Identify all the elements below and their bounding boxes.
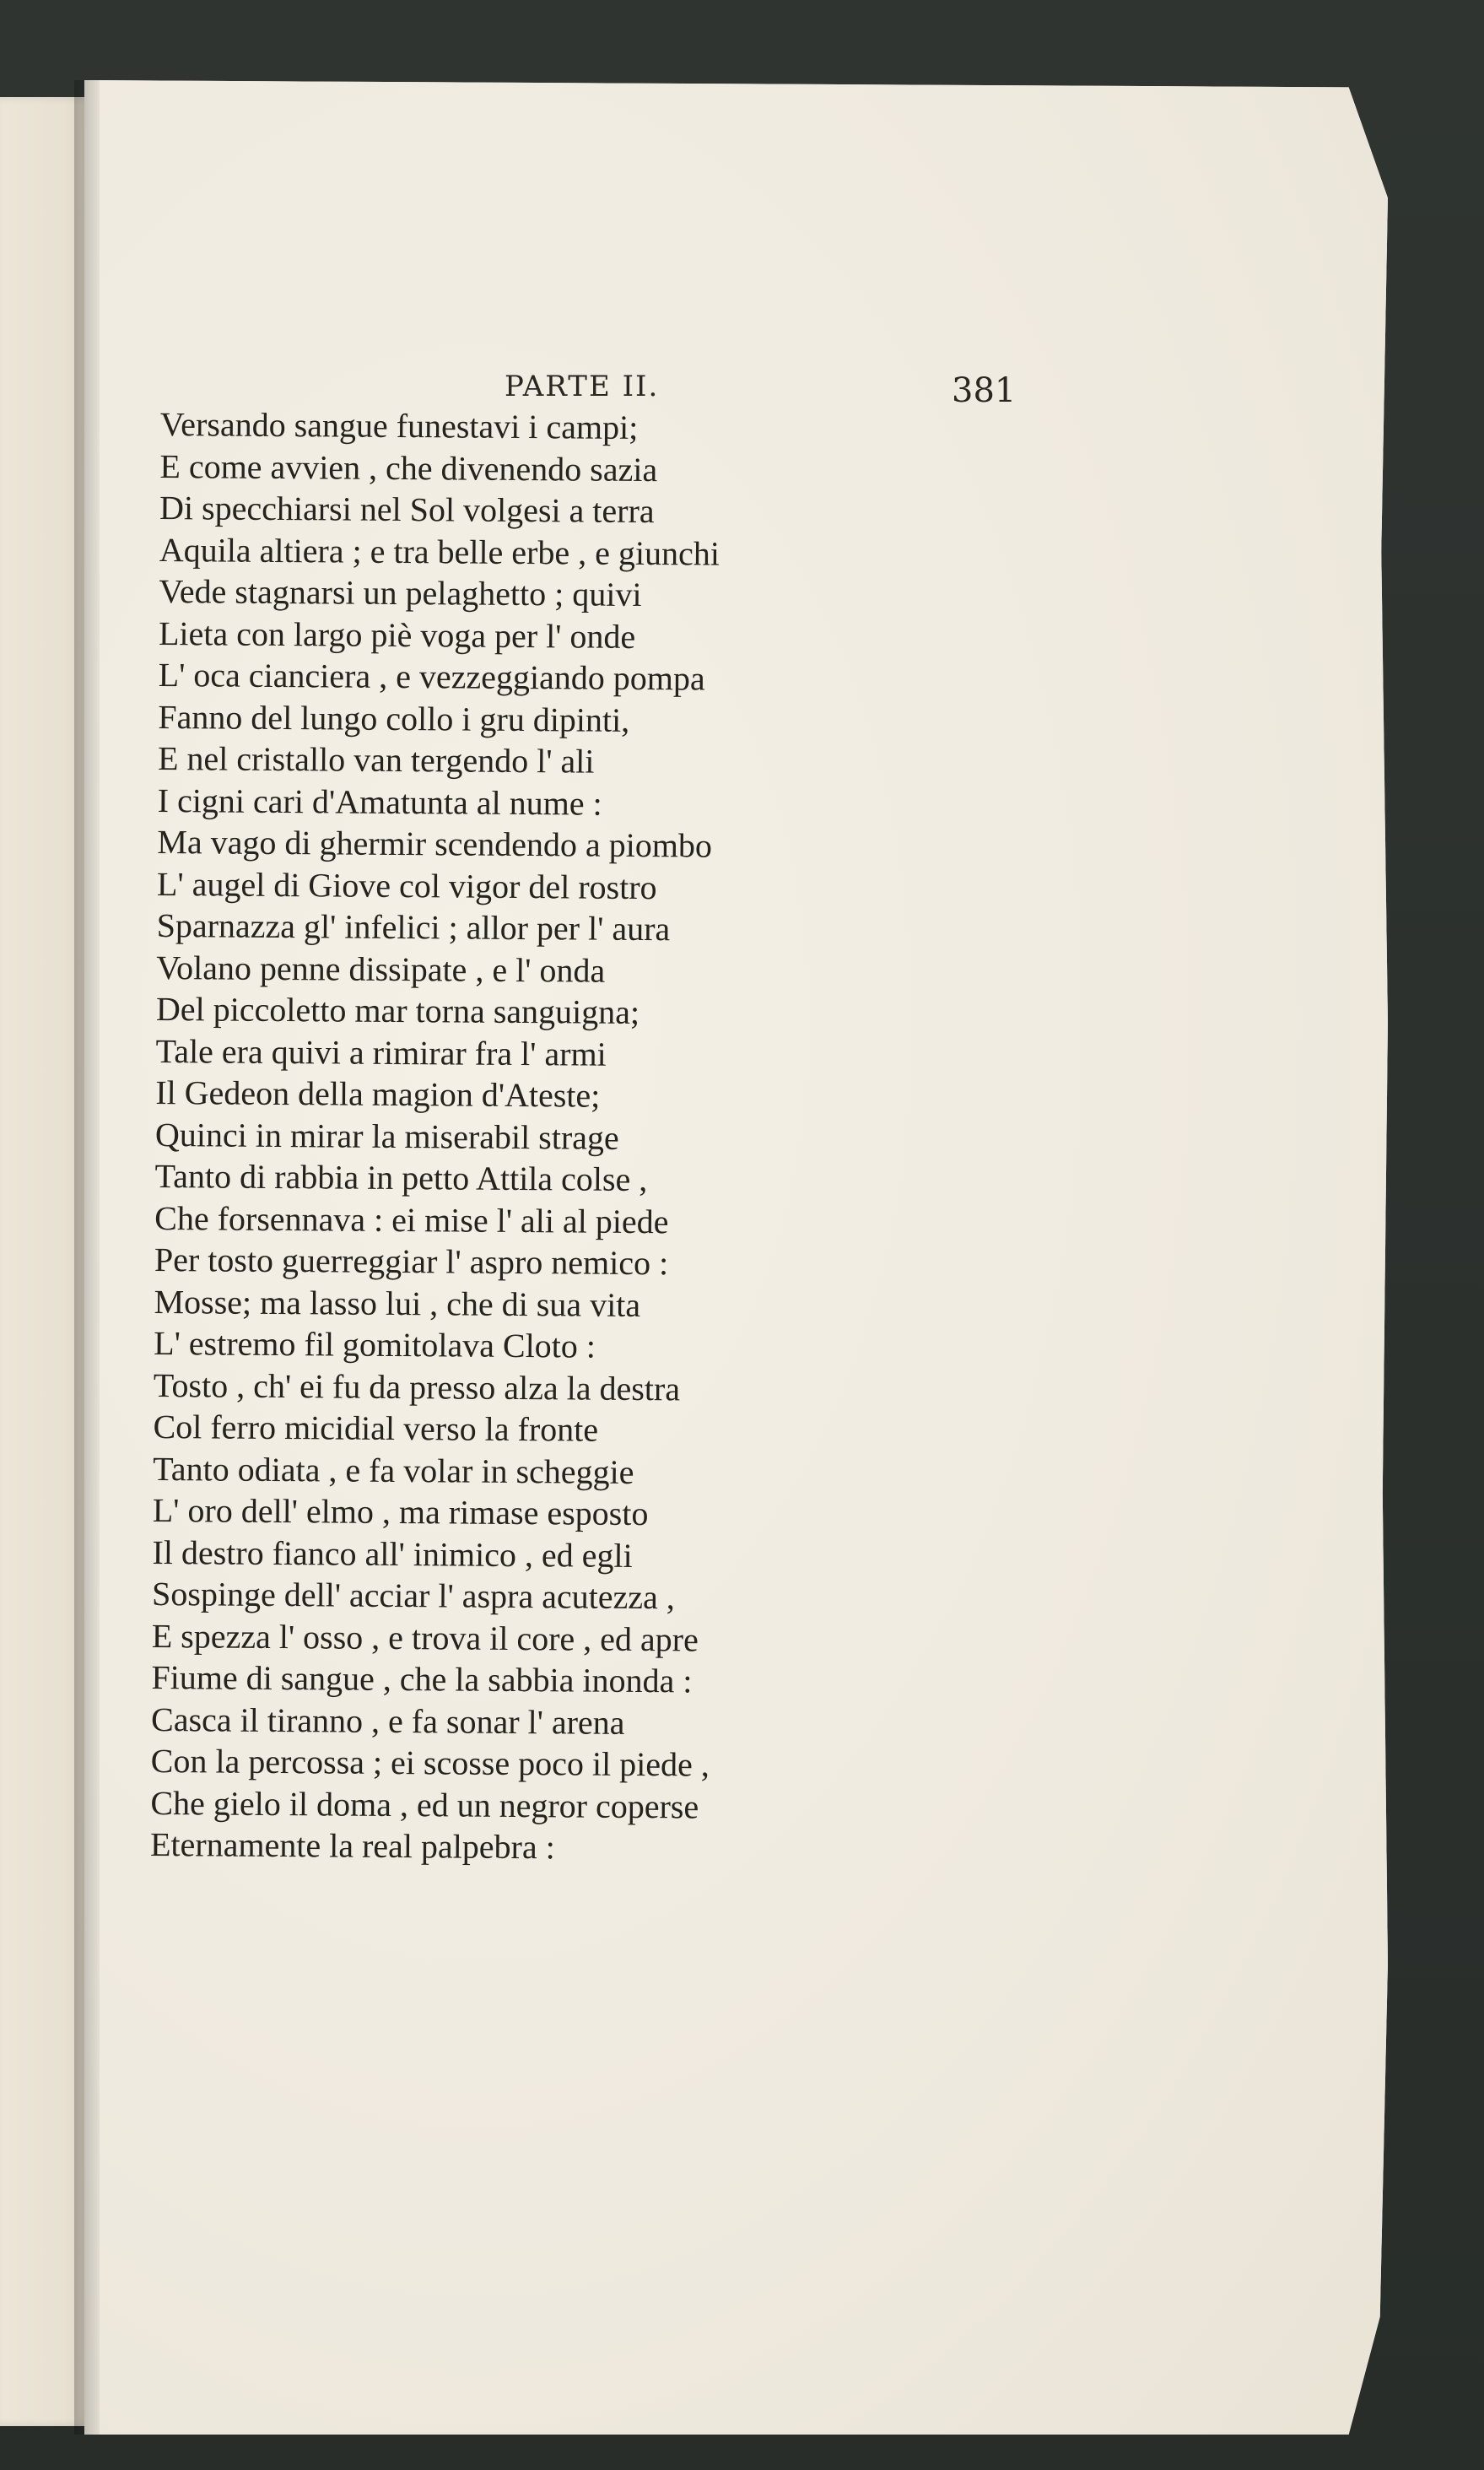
verse-line: Lieta con largo piè voga per l' onde	[158, 613, 636, 656]
verse-line: Tanto di rabbia in petto Attila colse ,	[154, 1156, 648, 1199]
verse-line: Eternamente la real palpebra :	[149, 1824, 555, 1867]
verse-line: Volano penne dissipate , e l' onda	[156, 948, 606, 990]
verse-line: L' oca cianciera , e vezzeggiando pompa	[158, 655, 705, 698]
running-head-title: PARTE II.	[505, 370, 660, 403]
verse-line: I cigni cari d'Amatunta al nume :	[157, 781, 602, 823]
page-number: 381	[952, 371, 1017, 410]
verse-line: Aquila altiera ; e tra belle erbe , e giunchi	[159, 530, 720, 573]
verse-line: Fiume di sangue , che la sabbia inonda :	[151, 1657, 693, 1700]
verse-line: L' oro dell' elmo , ma rimase esposto	[152, 1490, 649, 1533]
verse-line: Mosse; ma lasso lui , che di sua vita	[154, 1282, 641, 1324]
verse-line: Col ferro micidial verso la fronte	[153, 1407, 599, 1449]
verse-line: Sospinge dell' acciar l' aspra acutezza ,	[151, 1574, 675, 1617]
verse-line: Vede stagnarsi un pelaghetto ; quivi	[159, 571, 642, 613]
verse-line: Che forsennava : ei mise l' ali al piede	[154, 1198, 669, 1240]
verse-line: Tanto odiata , e fa volar in scheggie	[153, 1449, 634, 1491]
verse-line: Il Gedeon della magion d'Ateste;	[155, 1073, 601, 1115]
poem-text	[150, 403, 945, 1871]
verse-line: Casca il tiranno , e fa sonar l' arena	[150, 1700, 625, 1742]
verse-line: Quinci in mirar la miserabil strage	[154, 1115, 619, 1157]
verse-line: Tale era quivi a rimirar fra l' armi	[155, 1031, 607, 1073]
verse-line: Di specchiarsi nel Sol volgesi a terra	[159, 488, 655, 531]
verse-line: Per tosto guerreggiar l' aspro nemico :	[154, 1240, 669, 1283]
verse-line: E nel cristallo van tergendo l' ali	[157, 738, 595, 781]
verse-line: E spezza l' osso , e trova il core , ed apre	[151, 1616, 699, 1658]
verse-line: Sparnazza gl' infelici ; allor per l' aura	[156, 905, 671, 949]
verse-line: Il destro fianco all' inimico , ed egli	[152, 1532, 633, 1575]
verse-line: Tosto , ch' ei fu da presso alza la destra	[153, 1365, 681, 1408]
verse-line: L' augel di Giove col vigor del rostro	[156, 864, 657, 906]
verse-line: Fanno del lungo collo i gru dipinti,	[158, 697, 630, 739]
verse-line: Ma vago di ghermir scendendo a piombo	[157, 822, 713, 865]
verse-line: Con la percossa ; ei scosse poco il piede ,	[150, 1741, 710, 1784]
verse-line: Che gielo il doma , ed un negror coperse	[150, 1783, 699, 1825]
verse-line: L' estremo fil gomitolava Cloto :	[154, 1323, 596, 1365]
page-gutter-shadow	[74, 80, 100, 2435]
verse-line: Versando sangue funestavi i campi;	[159, 404, 639, 446]
verse-line: Del piccoletto mar torna sanguigna;	[155, 989, 640, 1031]
verse-line: E come avvien , che divenendo sazia	[159, 446, 658, 489]
